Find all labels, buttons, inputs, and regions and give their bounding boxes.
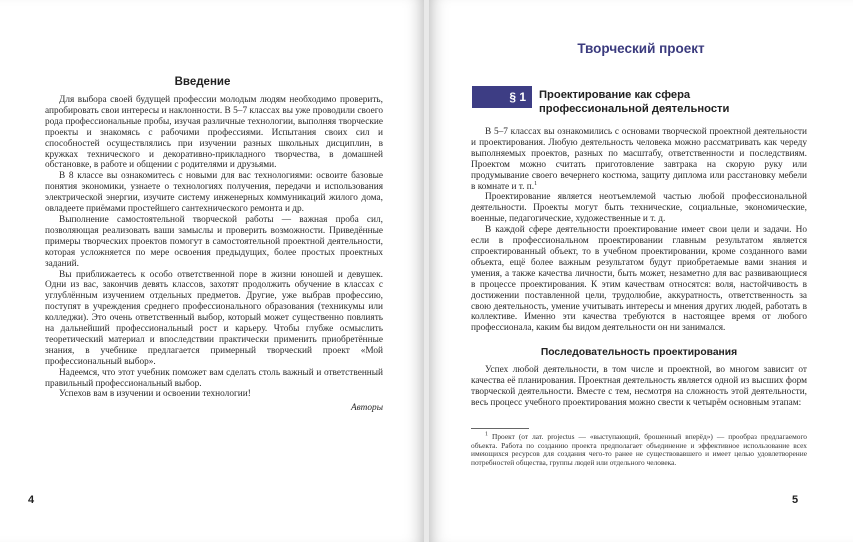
- paragraph: Для выбора своей будущей профессии молодым людям необходимо проверить, апробировать свои интересы и наклонности. В 5–7 классах вы уже проводили своего рода профессиональные пробы, изучая различные технологии, выполняя творческие проекты и знакомясь с рабочими профессиями. Испытания своих сил и способностей осуществлялись при изучении разных школьных дисциплин, в кружках технического и декоративно-прикладного творчества, в домашней обстановке, в работе и общении с родителями и друзьями.: [45, 95, 383, 171]
- page-number-left: 4: [28, 494, 35, 506]
- paragraph: Проектирование является неотъемлемой частью любой профессиональной деятельности. Проекты могут быть технические, социальные, экономические, военные, педагогические, художественные и т. д.: [471, 192, 807, 225]
- introduction-heading: Введение: [174, 76, 231, 88]
- paragraph: Успех любой деятельности, в том числе и проектной, во многом зависит от качества её планирования. Проектная деятельность является одной из высших форм творческой деятельности. Вместе с тем, несмотря на сложность этой деятельности, весь процесс учебного проектирования можно свести к четырём основным этапам:: [471, 365, 807, 408]
- footnote-text: Проект (от лат. projectus — «выступающий, брошенный вперёд») — прообраз предлагаемого объекта. Работа по созданию проекта предполагает объединение и эффективное использование всех имеющихся ресурсов для создания чего-то ранее не существовавшего и имеет целью удовлетворение потребностей общества, группы людей или отдельного человека.: [471, 432, 807, 467]
- paragraph: В 8 классе вы ознакомитесь с новыми для вас технологиями: освоите базовые понятия экономики, узнаете о технологиях получения, передачи и использования электрической энергии, изучите систему инженерных коммуникаций жилого дома, овладеете приёмами простейшего сантехнического ремонта и др.: [45, 171, 383, 215]
- paragraph: Надеемся, что этот учебник поможет вам сделать столь важный и ответственный правильный профессиональный выбор.: [45, 367, 383, 389]
- paragraph-text: В 5–7 классах вы ознакомились с основами творческой проектной деятельности и проектирования. Любую деятельность человека можно рассматривать как череду выполняемых проектов, разных по масштабу, ответственности и последствиям. Проектом можно считать приготовление завтрака на скорую руку или продумывание своего вечернего костюма, защиту диплома или расстановку мебели в комнате и т. п.: [471, 127, 807, 192]
- authors-signature: Авторы: [350, 403, 383, 414]
- footnote-number: 1: [485, 431, 488, 438]
- subsection-text: [471, 365, 807, 409]
- paragraph: Выполнение самостоятельной творческой работы — важная проба сил, позволяющая реализовать ваши замыслы и проверить возможности. Приведённые примеры творческих проектов помогут в самостоятельной проектной деятельности, которая усложняется по мере освоения предыдущих, более простых проектных заданий.: [45, 214, 383, 269]
- footnote-divider: [471, 428, 529, 429]
- section-text: [471, 127, 807, 334]
- section-title: Проектирование как сфера профессиональной деятельности: [539, 89, 730, 115]
- paragraph: В каждой сфере деятельности проектирование имеет свои цели и задачи. Но если в профессиональном проектировании главным результатом является спроектированный объект, то в учебном проектировании, кроме созданного вами объекта, ещё более важным результатом будут приобретаемые вами знания и умения, а также качества личности, быть может, незаметно для вас развивающиеся в процессе проектирования. К этим качествам относятся: воля, настойчивость в достижении поставленной цели, трудолюбие, аккуратность, ответственность за свою деятельность, умение учитывать интересы и мнения других людей, работать в коллективе. Именно эти качества требуются в настоящее время от любого профессионала, каким бы видом деятельности он ни занимался.: [471, 225, 807, 334]
- page-number-right: 5: [792, 494, 799, 506]
- paragraph: Успехов вам в изучении и освоении технологии!: [59, 389, 251, 400]
- running-head: Творческий проект: [577, 41, 705, 56]
- section-badge: § 1: [472, 86, 532, 108]
- paragraph: [471, 127, 807, 192]
- introduction-text: [45, 95, 383, 414]
- footnote-marker: 1: [534, 180, 538, 187]
- subheading: Последовательность проектирования: [540, 347, 738, 358]
- footnote: [471, 433, 807, 467]
- left-page: [0, 0, 424, 542]
- section-header: [472, 86, 772, 122]
- paragraph: Вы приближаетесь к особо ответственной поре в жизни юношей и девушек. Одни из вас, закончив девять классов, захотят продолжить обучение в классах с углублённым изучением отдельных предметов. Другие, уже выбрав профессию, поступят в учреждения среднего профессионального образования (техникумы или колледжи). Это очень ответственный выбор, который может существенно повлиять на дальнейший профессиональный рост и карьеру. Чтобы глубже осмыслить теоретический материал и впоследствии практически применить приобретённые знания, в учебнике предлагается примерный творческий проект «Мой профессиональный выбор».: [45, 269, 383, 367]
